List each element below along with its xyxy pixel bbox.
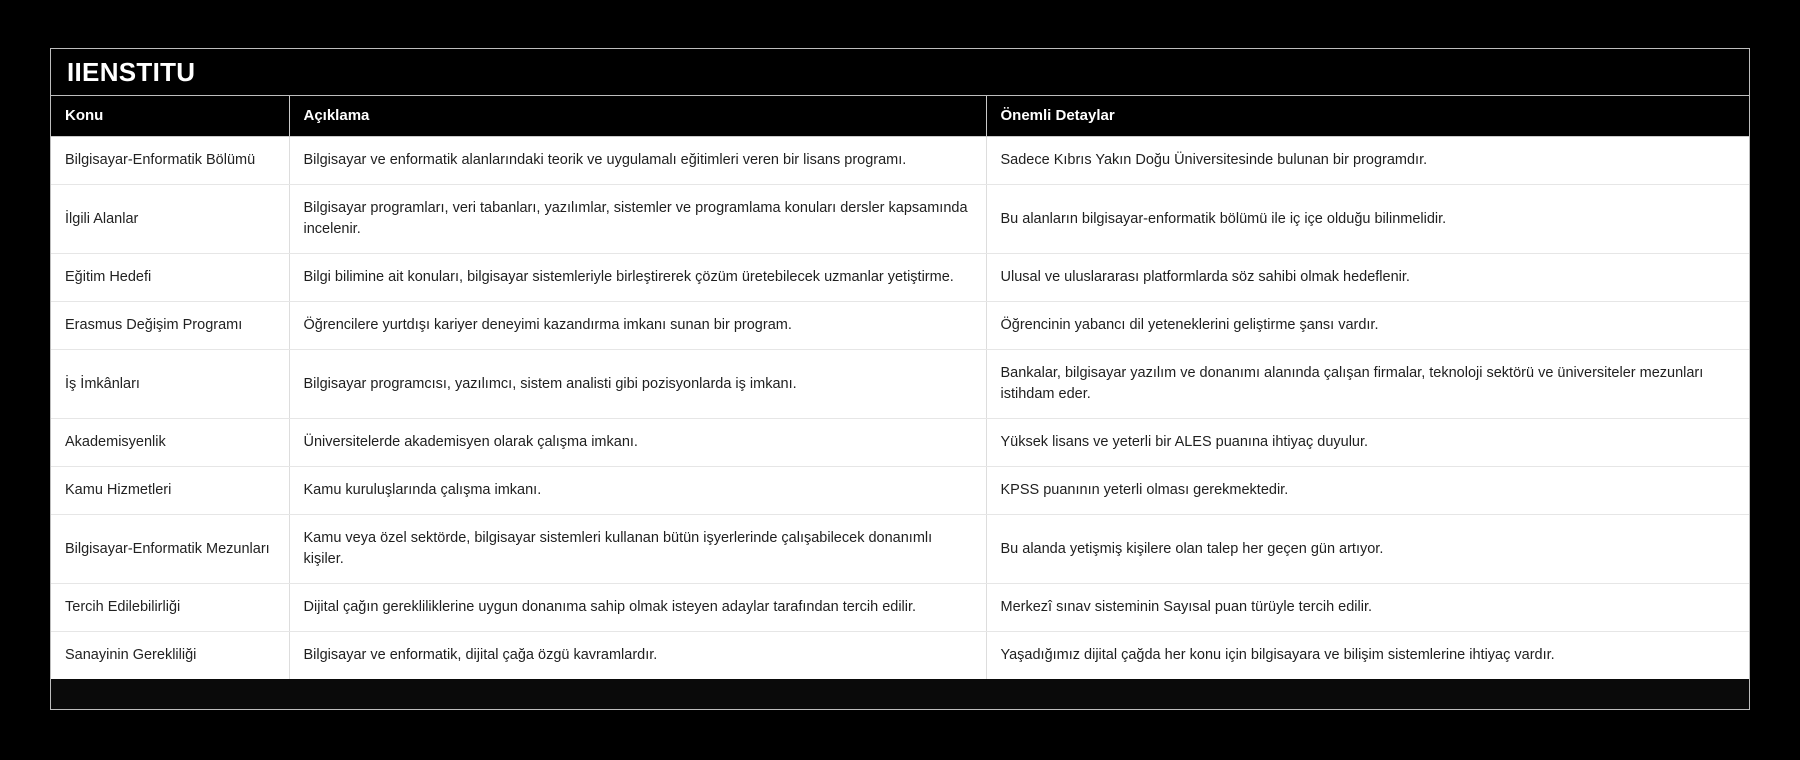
cell-aciklama: Bilgisayar programları, veri tabanları, yazılımlar, sistemler ve programlama konuları dersler kapsamında incelenir. — [289, 185, 986, 254]
cell-detay: Ulusal ve uluslararası platformlarda söz sahibi olmak hedeflenir. — [986, 254, 1749, 302]
table-row — [51, 302, 1749, 350]
table-card — [50, 48, 1750, 710]
table-row — [51, 254, 1749, 302]
column-header-konu: Konu — [51, 96, 289, 137]
table-row — [51, 467, 1749, 515]
cell-aciklama: Bilgi bilimine ait konuları, bilgisayar sistemleriyle birleştirerek çözüm üretebilecek uzmanlar yetiştirme. — [289, 254, 986, 302]
cell-detay: Bu alanların bilgisayar-enformatik bölümü ile iç içe olduğu bilinmelidir. — [986, 185, 1749, 254]
table-row — [51, 515, 1749, 584]
table-row — [51, 419, 1749, 467]
cell-konu: Bilgisayar-Enformatik Bölümü — [51, 137, 289, 185]
info-table — [51, 96, 1749, 679]
column-header-detay: Önemli Detaylar — [986, 96, 1749, 137]
table-row — [51, 350, 1749, 419]
brand-header — [51, 49, 1749, 96]
cell-detay: Yaşadığımız dijital çağda her konu için bilgisayara ve bilişim sistemlerine ihtiyaç vardır. — [986, 632, 1749, 680]
cell-detay: Sadece Kıbrıs Yakın Doğu Üniversitesinde bulunan bir programdır. — [986, 137, 1749, 185]
cell-konu: İş İmkânları — [51, 350, 289, 419]
cell-konu: Sanayinin Gerekliliği — [51, 632, 289, 680]
table-body — [51, 137, 1749, 680]
column-header-aciklama: Açıklama — [289, 96, 986, 137]
cell-detay: Merkezî sınav sisteminin Sayısal puan türüyle tercih edilir. — [986, 584, 1749, 632]
cell-konu: İlgili Alanlar — [51, 185, 289, 254]
table-header-row — [51, 96, 1749, 137]
cell-aciklama: Bilgisayar ve enformatik, dijital çağa özgü kavramlardır. — [289, 632, 986, 680]
table-row — [51, 137, 1749, 185]
table-head — [51, 96, 1749, 137]
table-row — [51, 632, 1749, 680]
cell-detay: Bu alanda yetişmiş kişilere olan talep her geçen gün artıyor. — [986, 515, 1749, 584]
cell-aciklama: Öğrencilere yurtdışı kariyer deneyimi kazandırma imkanı sunan bir program. — [289, 302, 986, 350]
cell-detay: KPSS puanının yeterli olması gerekmektedir. — [986, 467, 1749, 515]
brand-title: IIENSTITU — [67, 57, 196, 87]
cell-detay: Yüksek lisans ve yeterli bir ALES puanına ihtiyaç duyulur. — [986, 419, 1749, 467]
cell-konu: Tercih Edilebilirliği — [51, 584, 289, 632]
cell-konu: Kamu Hizmetleri — [51, 467, 289, 515]
cell-konu: Akademisyenlik — [51, 419, 289, 467]
cell-aciklama: Üniversitelerde akademisyen olarak çalışma imkanı. — [289, 419, 986, 467]
cell-detay: Bankalar, bilgisayar yazılım ve donanımı alanında çalışan firmalar, teknoloji sektörü ve üniversiteler mezunları istihdam eder. — [986, 350, 1749, 419]
cell-konu: Eğitim Hedefi — [51, 254, 289, 302]
cell-konu: Erasmus Değişim Programı — [51, 302, 289, 350]
cell-aciklama: Kamu veya özel sektörde, bilgisayar sistemleri kullanan bütün işyerlerinde çalışabilecek donanımlı kişiler. — [289, 515, 986, 584]
cell-aciklama: Dijital çağın gerekliliklerine uygun donanıma sahip olmak isteyen adaylar tarafından tercih edilir. — [289, 584, 986, 632]
cell-aciklama: Bilgisayar ve enformatik alanlarındaki teorik ve uygulamalı eğitimleri veren bir lisans programı. — [289, 137, 986, 185]
cell-konu: Bilgisayar-Enformatik Mezunları — [51, 515, 289, 584]
cell-aciklama: Kamu kuruluşlarında çalışma imkanı. — [289, 467, 986, 515]
table-row — [51, 185, 1749, 254]
cell-detay: Öğrencinin yabancı dil yeteneklerini geliştirme şansı vardır. — [986, 302, 1749, 350]
table-row — [51, 584, 1749, 632]
cell-aciklama: Bilgisayar programcısı, yazılımcı, sistem analisti gibi pozisyonlarda iş imkanı. — [289, 350, 986, 419]
